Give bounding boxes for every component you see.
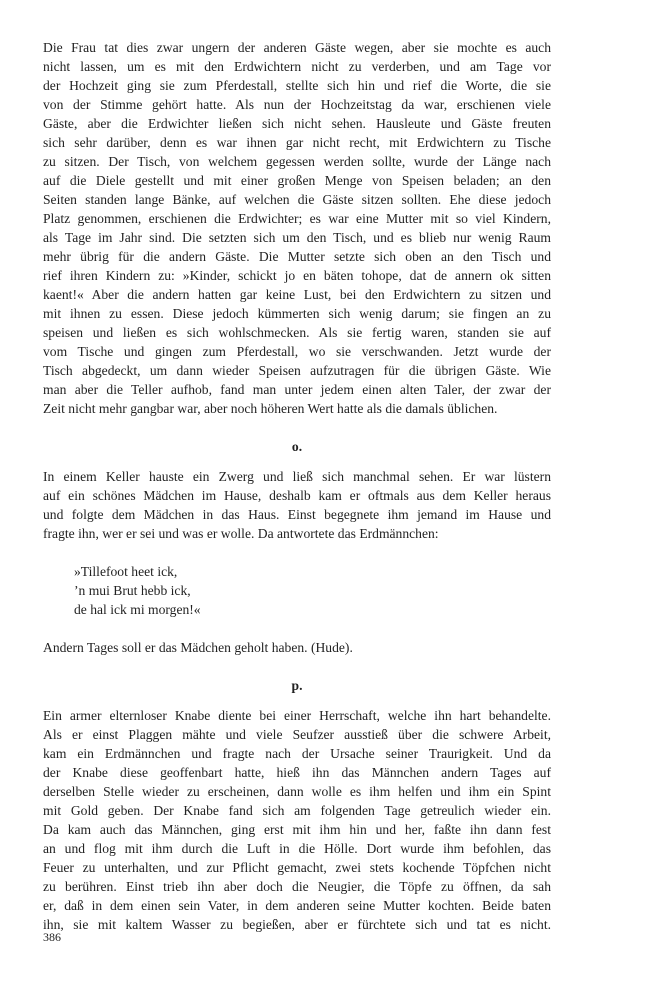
text-line: Feuer zu unterhalten, und zur Pflicht gemacht, zwei stets kochende Töpfchen nicht	[43, 860, 551, 875]
text-line: man aber die Teller aufhob, fand man unter jedem einen alten Taler, der zwar der	[43, 382, 551, 397]
section-o-verse	[43, 562, 551, 619]
text-line: der Hochzeit ging sie zum Pferdestall, stellte sich hin und rief die Worte, die sie	[43, 78, 551, 93]
section-o-intro	[43, 467, 551, 543]
spacer	[43, 418, 551, 437]
verse-line: de hal ick mi morgen!«	[74, 602, 201, 617]
text-line: Ein armer elternloser Knabe diente bei einer Herrschaft, welche ihn hart behandelte.	[43, 708, 551, 723]
text-line: Seiten standen lange Bänke, auf welchen die Gäste sitzen sollten. Ehe diese jedoch	[43, 192, 551, 207]
verse-line: ’n mui Brut hebb ick,	[74, 583, 191, 598]
text-line: mit ihnen zu essen. Diese jedoch kümmerten sich wenig darum; sie fingen an zu	[43, 306, 551, 321]
text-line: In einem Keller hauste ein Zwerg und ließ sich manchmal sehen. Er war lüstern	[43, 469, 551, 484]
text-line: zu sitzen. Der Tisch, von welchem gegessen werden sollte, wurde der Länge nach	[43, 154, 551, 169]
text-line: Gäste, aber die Erdwichter ließen sich nicht sehen. Hausleute und Gäste freuten	[43, 116, 551, 131]
spacer	[43, 657, 551, 676]
text-line: Platz genommen, erschienen die Erdwichter; es war eine Mutter mit so viel Kindern,	[43, 211, 551, 226]
text-line: mit Gold geben. Der Knabe fand sich am folgenden Tage getreulich wieder ein.	[43, 803, 551, 818]
text-line: kaent!« Aber die andern hatten gar keine Lust, bei den Erdwichtern zu sitzen und	[43, 287, 551, 302]
text-line: mehr übrig für die andern Gäste. Die Mutter setzte sich oben an den Tisch und	[43, 249, 551, 264]
text-line: er, daß in dem einen sein Vater, in dem anderen seine Mutter kochten. Beide baten	[43, 898, 551, 913]
verse-line: »Tillefoot heet ick,	[74, 564, 178, 579]
text-line: fragte ihn, wer er sei und was er wolle. Da antwortete das Erdmännchen:	[43, 526, 439, 541]
text-line: der Knabe diese geoffenbart hatte, hieß ihn das Männchen andern Tages auf	[43, 765, 551, 780]
page-body	[43, 38, 551, 934]
section-p-text	[43, 706, 551, 934]
section-o-closing: Andern Tages soll er das Mädchen geholt haben. (Hude).	[43, 640, 353, 655]
section-heading-p: p.	[291, 678, 303, 693]
text-line: Da kam auch das Männchen, ging erst mit ihm hin und her, faßte ihn dann fest	[43, 822, 551, 837]
section-heading-o: o.	[291, 439, 303, 454]
text-line: derselben Stelle wieder zu erscheinen, dann wolle es ihm helfen und ihm ein Spint	[43, 784, 551, 799]
text-line: auf die Diele gestellt und mit einer großen Menge von Speisen beladen; an den	[43, 173, 551, 188]
text-line: nicht lassen, um es mit den Erdwichtern nicht zu verderben, und am Tage vor	[43, 59, 551, 74]
text-line: von der Stimme gehört hatte. Als nun der Hochzeitstag da war, erschienen viele	[43, 97, 551, 112]
text-line: speisen und ließen es sich wohlschmecken. Als sie fertig waren, standen sie auf	[43, 325, 551, 340]
text-line: ihn, sie mit kaltem Wasser zu begießen, aber er fürchtete sich und tat es nicht.	[43, 917, 551, 932]
text-line: auf ein schönes Mädchen im Hause, deshalb kam er oftmals aus dem Keller heraus	[43, 488, 551, 503]
text-line: an und flog mit ihm durch die Luft in die Hölle. Dort wurde ihm befohlen, das	[43, 841, 551, 856]
text-line: und folgte dem Mädchen in das Haus. Einst begegnete ihm jemand im Hause und	[43, 507, 551, 522]
text-line: Als er einst Plaggen mähte und viele Seufzer ausstieß über die schwere Arbeit,	[43, 727, 551, 742]
text-line: kam ein Erdmännchen und fragte nach der Ursache seiner Traurigkeit. Und da	[43, 746, 551, 761]
text-line: zu berühren. Einst trieb ihn aber doch die Neugier, die Töpfe zu öffnen, da sah	[43, 879, 551, 894]
text-line: als Tage im Jahr sind. Die setzten sich um den Tisch, und es blieb nur wenig Raum	[43, 230, 551, 245]
text-line: Die Frau tat dies zwar ungern der anderen Gäste wegen, aber sie mochte es auch	[43, 40, 551, 55]
text-line: sich sehr darüber, denn es war ihnen gar nicht recht, mit Erdwichtern zu Tische	[43, 135, 551, 150]
text-line: Tisch abgedeckt, um dann wieder Speisen aufzutragen für die übrigen Gäste. Wie	[43, 363, 551, 378]
page-number: 386	[43, 930, 61, 944]
paragraph-1	[43, 38, 551, 418]
text-line: rief ihren Kindern zu: »Kinder, schickt jo en bäten tohope, dat de annern ok sitten	[43, 268, 551, 283]
text-line: vom Tische und gingen zum Pferdestall, wo sie verschwanden. Jetzt wurde der	[43, 344, 551, 359]
text-line: Zeit nicht mehr gangbar war, aber noch höheren Wert hatte als die damals üblichen.	[43, 401, 498, 416]
